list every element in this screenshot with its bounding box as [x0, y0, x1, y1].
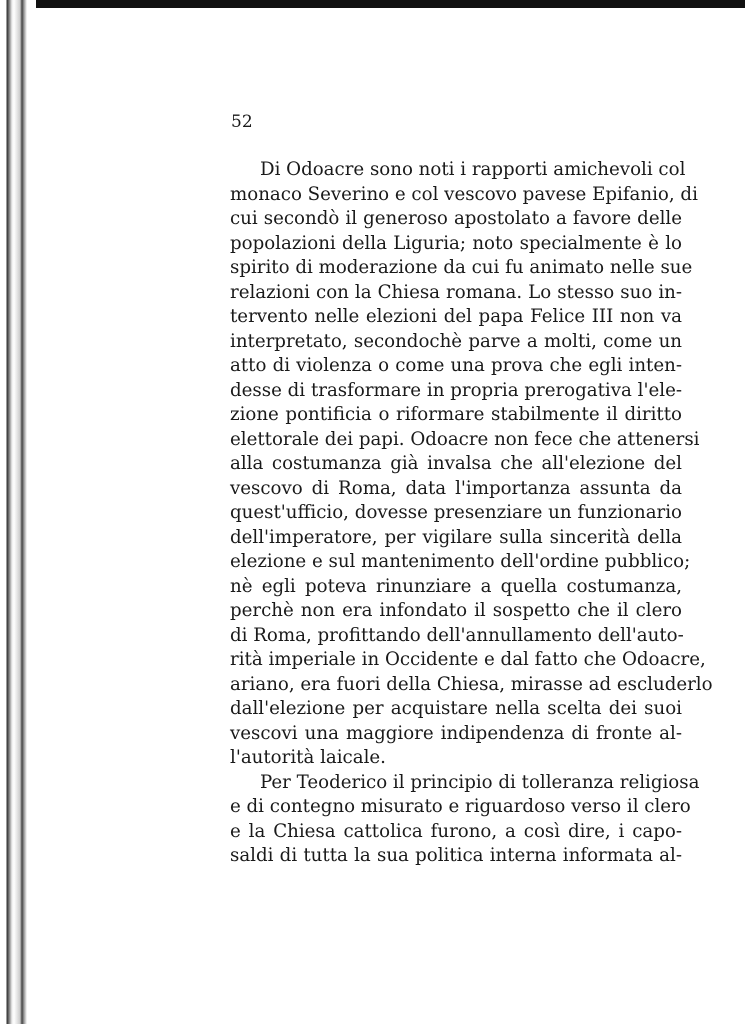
text-line: alla costumanza già invalsa che all'elezione del — [230, 453, 682, 474]
text-line: zione pontificia o riformare stabilmente il diritto — [230, 404, 682, 425]
text-line: interpretato, secondochè parve a molti, come un — [230, 330, 682, 352]
text-line: dall'elezione per acquistare nella scelta dei suoi — [230, 698, 682, 719]
text-line: relazioni con la Chiesa romana. Lo stesso suo in- — [230, 281, 682, 303]
text-line: vescovi una maggiore indipendenza di fronte al- — [230, 722, 682, 744]
text-line: desse di trasformare in propria prerogativa l'ele- — [230, 379, 682, 401]
text-line: ariano, era fuori della Chiesa, mirasse ad escluderlo — [230, 673, 713, 695]
text-line: monaco Severino e col vescovo pavese Epifanio, di — [230, 183, 698, 205]
scan-top-edge — [0, 0, 745, 8]
text-line: perchè non era infondato il sospetto che il clero — [230, 600, 682, 621]
text-line: atto di violenza o come una prova che egli inten- — [230, 355, 682, 376]
text-line: e la Chiesa cattolica furono, a così dire, i capo- — [230, 820, 682, 842]
text-line: Per Teoderico il principio di tolleranza religiosa — [260, 771, 700, 793]
text-line: saldi di tutta la sua politica interna informata al- — [230, 845, 682, 866]
text-line: rità imperiale in Occidente e dal fatto che Odoacre, — [230, 649, 706, 670]
text-line: di Roma, profittando dell'annullamento dell'auto- — [230, 624, 684, 646]
text-line: elettorale dei papi. Odoacre non fece che attenersi — [230, 428, 700, 450]
body-text — [230, 158, 713, 869]
scan-binding-edge — [0, 0, 36, 1024]
text-line: popolazioni della Liguria; noto specialmente è lo — [230, 232, 682, 254]
text-line: elezione e sul mantenimento dell'ordine pubblico; — [230, 551, 691, 572]
text-line: vescovo di Roma, data l'importanza assunta da — [230, 477, 682, 499]
text-line: cui secondò il generoso apostolato a favore delle — [230, 208, 682, 229]
page-number: 52 — [231, 112, 253, 132]
text-line: quest'ufficio, dovesse presenziare un funzionario — [230, 502, 682, 523]
text-line: nè egli poteva rinunziare a quella costumanza, — [230, 575, 682, 597]
text-line: tervento nelle elezioni del papa Felice III non va — [230, 306, 682, 327]
text-line: spirito di moderazione da cui fu animato nelle sue — [230, 257, 693, 278]
text-line: dell'imperatore, per vigilare sulla sincerità della — [230, 526, 682, 548]
text-line: l'autorità laicale. — [230, 747, 386, 768]
text-line: Di Odoacre sono noti i rapporti amichevoli col — [260, 159, 686, 180]
text-line: e di contegno misurato e riguardoso verso il clero — [230, 796, 691, 817]
